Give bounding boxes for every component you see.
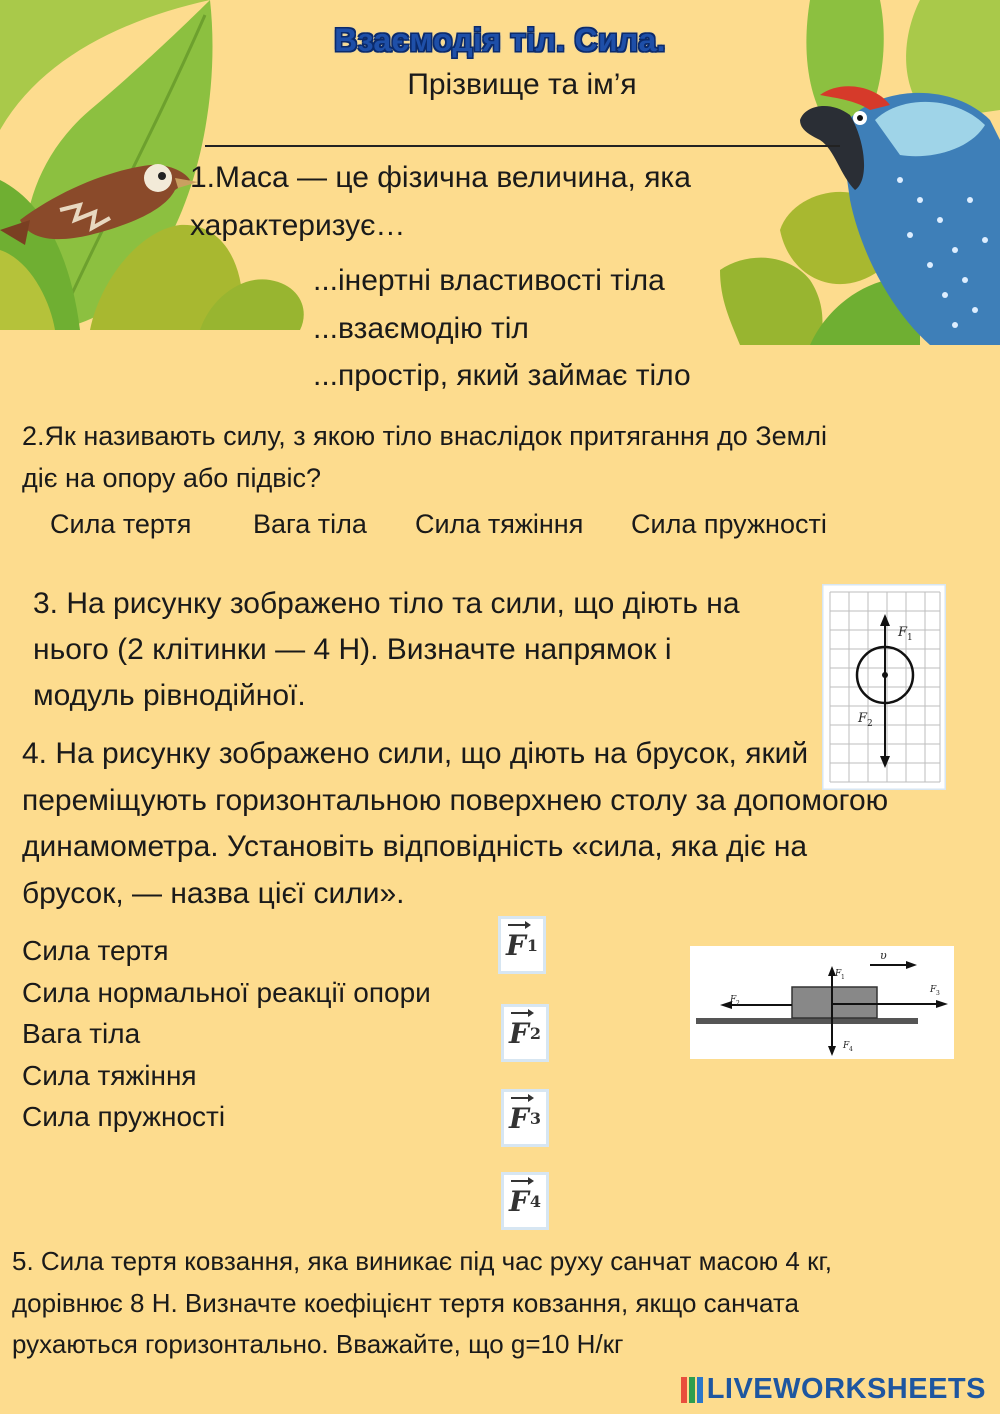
grid-label-f1: F: [898, 625, 908, 640]
forces-grid-figure: [822, 584, 946, 790]
block-label-f4: F: [843, 1041, 850, 1051]
block-label-f3-sub: 3: [936, 990, 940, 997]
q2-option-2[interactable]: Вага тіла: [253, 509, 367, 539]
liveworksheets-logo: [681, 1373, 986, 1406]
block-label-f2: F: [730, 995, 737, 1005]
answer-box-f3-letter: F: [508, 1101, 529, 1135]
answer-box-f3[interactable]: [501, 1089, 549, 1147]
grid-label-f2: F: [858, 711, 868, 726]
q4-force-3: Вага тіла: [22, 1018, 141, 1049]
block-forces-figure: [690, 946, 954, 1059]
q5-line2: дорівнює 8 Н. Визначте коефіцієнт тертя ковзання, якщо санчата: [12, 1288, 800, 1318]
q4-force-5: Сила пружності: [22, 1101, 226, 1132]
parrot-illustration: [780, 80, 1000, 345]
q1-line2: характеризує…: [190, 209, 406, 242]
block-label-f4-sub: 4: [849, 1046, 853, 1053]
liveworksheets-logo-icon: [681, 1377, 703, 1403]
q2-line2: діє на опору або підвіс?: [22, 463, 322, 493]
block-label-f1-sub: 1: [841, 974, 845, 981]
name-input-line[interactable]: [205, 145, 840, 147]
grid-label-f1-sub: 1: [907, 633, 913, 643]
q5-line3: рухаються горизонтально. Вважайте, що g=10 Н/кг: [12, 1329, 624, 1359]
block-label-f1: F: [835, 969, 842, 979]
q1-option-3[interactable]: ...простір, який займає тіло: [313, 359, 691, 392]
answer-box-f1[interactable]: [498, 916, 546, 974]
answer-box-f4[interactable]: [501, 1172, 549, 1230]
q4-line1: 4. На рисунку зображено сили, що діють на брусок, який: [22, 737, 809, 770]
answer-box-f2-letter: F: [508, 1016, 529, 1050]
answer-box-f4-sub: 4: [529, 1191, 542, 1211]
answer-box-f2[interactable]: [501, 1004, 549, 1062]
q4-force-1: Сила тертя: [22, 935, 169, 966]
q5-line1: 5. Сила тертя ковзання, яка виникає під час руху санчат масою 4 кг,: [12, 1246, 832, 1276]
block-label-v: υ: [880, 949, 887, 962]
q3-line3: модуль рівнодійної.: [33, 679, 306, 712]
grid-label-f2-sub: 2: [867, 719, 873, 729]
q4-line3: динамометра. Установіть відповідність «сила, яка діє на: [22, 830, 808, 863]
sparrow-illustration: [0, 150, 205, 260]
answer-box-f1-sub: 1: [526, 935, 539, 955]
q3-line1: 3. На рисунку зображено тіло та сили, що діють на: [33, 587, 740, 620]
q1-option-2[interactable]: ...взаємодію тіл: [313, 312, 529, 345]
q2-line1: 2.Як називають силу, з якою тіло внаслідок притягання до Землі: [22, 421, 827, 451]
answer-box-f3-sub: 3: [529, 1108, 542, 1128]
q2-option-4[interactable]: Сила пружності: [631, 509, 827, 539]
block-label-f2-sub: 2: [736, 1000, 740, 1007]
q3-line2: нього (2 клітинки — 4 Н). Визначте напрямок і: [33, 633, 672, 666]
q2-option-1[interactable]: Сила тертя: [50, 509, 192, 539]
answer-box-f4-letter: F: [508, 1184, 529, 1218]
answer-box-f2-sub: 2: [529, 1023, 542, 1043]
q1-option-1[interactable]: ...інертні властивості тіла: [313, 264, 665, 297]
q4-force-2: Сила нормальної реакції опори: [22, 977, 431, 1008]
q4-line4: брусок, — назва цієї сили».: [22, 877, 405, 910]
name-label: Прізвище та ім’я: [407, 68, 637, 101]
q4-line2: переміщують горизонтальною поверхнею столу за допомогою: [22, 784, 889, 817]
q2-option-3[interactable]: Сила тяжіння: [415, 509, 584, 539]
liveworksheets-logo-text: LIVEWORKSHEETS: [706, 1373, 986, 1405]
q4-force-4: Сила тяжіння: [22, 1060, 197, 1091]
block-label-f3: F: [930, 985, 937, 995]
q1-line1: 1.Маса — це фізична величина, яка: [190, 161, 691, 194]
answer-box-f1-letter: F: [505, 928, 526, 962]
worksheet-title: Взаємодія тіл. Сила.: [334, 22, 666, 58]
